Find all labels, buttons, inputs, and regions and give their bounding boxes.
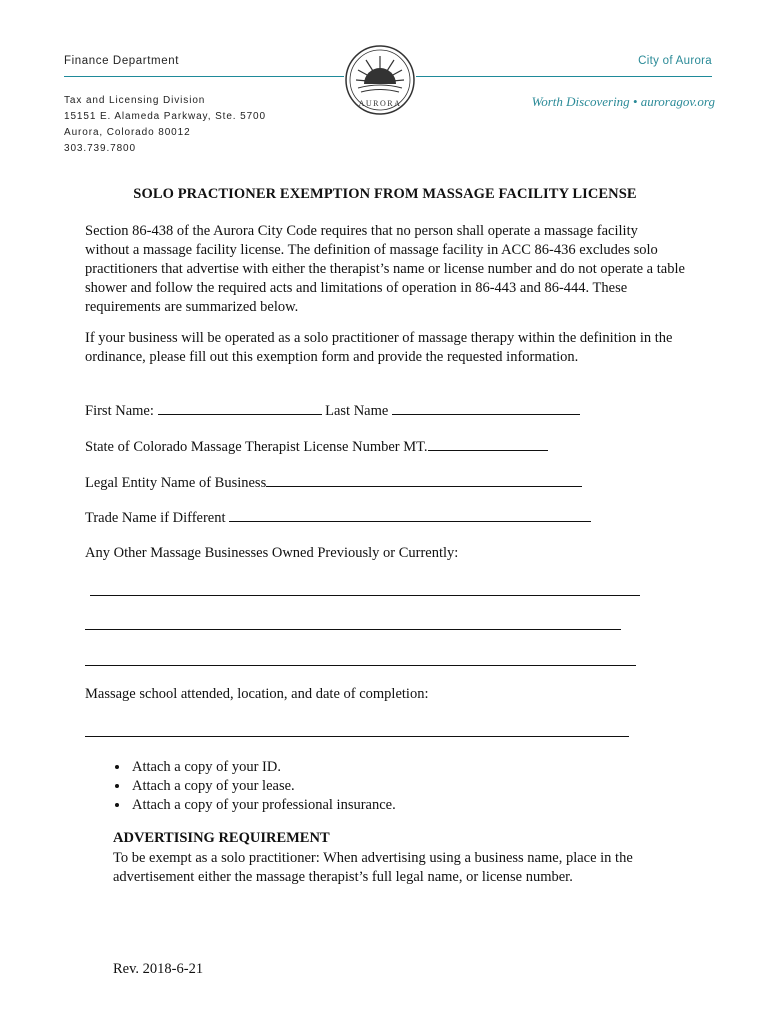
advertising-heading: ADVERTISING REQUIREMENT [113,830,330,846]
city-seal-logo [344,44,416,116]
first-name-label: First Name: [85,403,154,419]
other-businesses-line-3[interactable] [85,665,636,666]
intro-paragraph: Section 86-438 of the Aurora City Code requires that no person shall operate a massage facility without a massage facility license. The definition of massage facility in ACC 86-436 excludes solo practitioners that advertise with either the therapist’s name or license number and do not operate a table shower and follow the required acts and limitations of operation in 86-443 and 86-444. These requirements are summarized below. [85,223,685,315]
trade-name-label: Trade Name if Different [85,510,226,526]
school-line[interactable] [85,736,629,737]
trade-name-field[interactable] [229,508,591,522]
revision-label: Rev. 2018-6-21 [113,961,204,977]
first-name-field[interactable] [158,401,322,415]
attachment-item: • Attach a copy of your ID. [130,758,396,777]
attachment-item: • Attach a copy of your professional insurance. [130,796,396,815]
city-tagline: Worth Discovering • auroragov.org [531,94,715,109]
attachment-list [85,758,396,815]
legal-entity-label: Legal Entity Name of Business [85,475,267,491]
svg-text:AURORA: AURORA [358,99,402,108]
last-name-field[interactable] [392,401,580,415]
address-block [64,93,266,157]
form-title: SOLO PRACTIONER EXEMPTION FROM MASSAGE FACILITY LICENSE [133,186,637,202]
phone-number: 303.739.7800 [64,143,136,154]
license-label: State of Colorado Massage Therapist License Number MT. [85,439,428,455]
legal-entity-field[interactable] [266,473,582,487]
attachment-item: • Attach a copy of your lease. [130,777,396,796]
other-businesses-line-2[interactable] [85,629,621,630]
advertising-text: To be exempt as a solo practitioner: When advertising using a business name, place in the advertisement either the massage therapist’s full legal name, or license number. [113,850,633,885]
other-businesses-line-1[interactable] [90,595,640,596]
school-label: Massage school attended, location, and date of completion: [85,686,429,702]
legal-entity-row [85,473,582,492]
city-label: City of Aurora [638,55,712,67]
last-name-label: Last Name [325,403,389,419]
address-line: Tax and Licensing Division [64,95,206,106]
department-label: Finance Department [64,55,179,67]
address-line: Aurora, Colorado 80012 [64,127,191,138]
trade-name-row [85,508,591,527]
license-number-field[interactable] [428,437,548,451]
instructions-paragraph: If your business will be operated as a solo practitioner of massage therapy within the definition in the ordinance, please fill out this exemption form and provide the requested information. [85,330,673,365]
license-row [85,437,548,456]
address-line: 15151 E. Alameda Parkway, Ste. 5700 [64,111,266,122]
name-row [85,401,580,420]
other-businesses-label: Any Other Massage Businesses Owned Previously or Currently: [85,545,459,561]
